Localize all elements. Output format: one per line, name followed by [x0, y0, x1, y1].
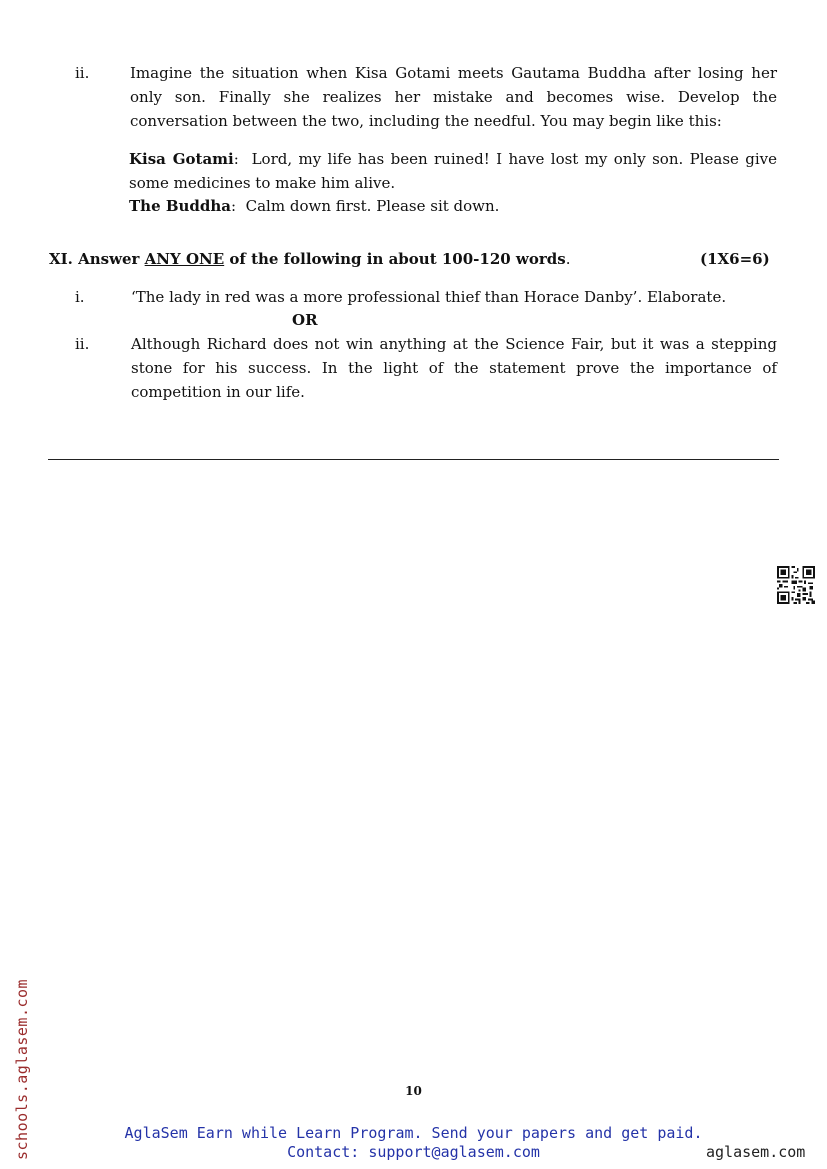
speaker-name: The Buddha — [129, 197, 232, 215]
dialogue-text: Lord, my life has been ruined! I have lost my only son. Please give some medicines to make him alive. — [129, 150, 778, 192]
footer-contact: Contact: support@aglasem.com — [287, 1143, 540, 1161]
question-number: ii. — [75, 64, 90, 82]
footer-promo: AglaSem Earn while Learn Program. Send your papers and get paid. — [124, 1124, 703, 1142]
heading-prefix: XI. Answer — [49, 250, 145, 268]
heading-underlined: ANY ONE — [144, 250, 225, 268]
heading-period: . — [565, 250, 571, 268]
page-number: 10 — [405, 1084, 422, 1098]
dialogue-text: Calm down first. Please sit down. — [245, 197, 500, 215]
side-watermark: schools.aglasem.com — [13, 978, 31, 1160]
speaker-name: Kisa Gotami — [129, 150, 234, 168]
dialogue-line-kisa — [129, 147, 777, 195]
question-number: i. — [75, 288, 85, 306]
question-text: Imagine the situation when Kisa Gotami meets Gautama Buddha after losing her only son. Finally she realizes her mistake and becomes wise. Develop the conversation between the two, including the needful. You may begin like this: — [130, 64, 777, 130]
speaker-separator: : — [233, 150, 239, 168]
dialogue-line-buddha — [129, 194, 777, 218]
section-heading — [49, 247, 570, 271]
speaker-separator: : — [231, 197, 237, 215]
question-text: Although Richard does not win anything at the Science Fair, but it was a stepping stone for his success. In the light of the statement prove the importance of competition in our life. — [131, 335, 777, 401]
question-number: ii. — [75, 335, 90, 353]
marks-label: (1X6=6) — [700, 250, 770, 268]
horizontal-rule — [48, 459, 779, 460]
question-text: ‘The lady in red was a more professional thief than Horace Danby’. Elaborate. — [131, 288, 727, 306]
or-separator: OR — [292, 311, 318, 329]
qr-code-icon — [777, 566, 815, 604]
footer-site: aglasem.com — [706, 1143, 806, 1161]
heading-suffix: of the following in about 100-120 words — [224, 250, 566, 268]
